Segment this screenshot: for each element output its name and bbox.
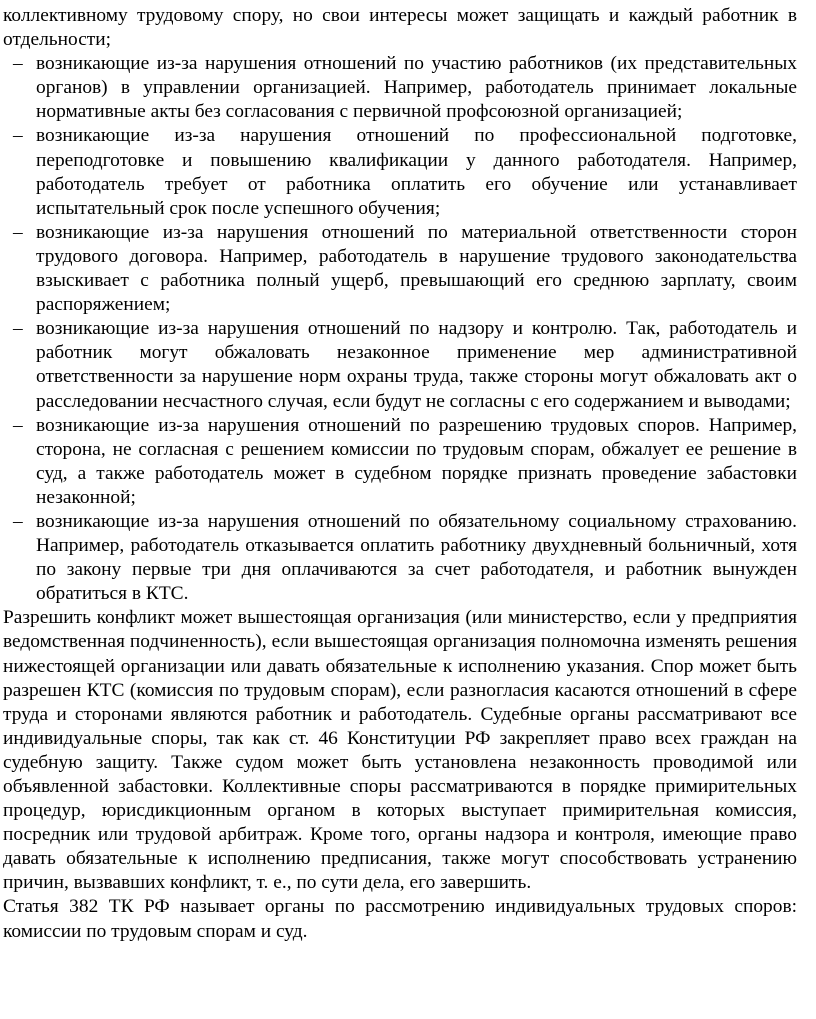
dash-bullet-icon: –	[13, 414, 23, 436]
list-item	[3, 221, 797, 317]
dash-bullet-icon: –	[13, 221, 23, 243]
list-item-text: возникающие из-за нарушения отношений по разрешению трудовых споров. Например, сторона, не согласная с решением комиссии по трудовым спорам, обжалует ее решение в суд, а также работодатель может в судебном порядке признать проведение забастовки незаконной;	[36, 414, 797, 508]
dash-bullet-icon: –	[13, 318, 23, 340]
intro-paragraph: коллективному трудовому спору, но свои интересы может защищать и каждый работник в отдельности;	[3, 5, 797, 51]
list-item	[3, 52, 797, 124]
dash-bullet-icon: –	[13, 53, 23, 75]
list-item-text: возникающие из-за нарушения отношений по материальной ответственности сторон трудового договора. Например, работодатель в нарушение трудового законодательства взыскивает с работника полный ущерб, превышающий его среднюю зарплату, своим распоряжением;	[36, 221, 797, 316]
list-item-text: возникающие из-за нарушения отношений по обязательному социальному страхованию. Например, работодатель отказывается оплатить работнику двухдневный больничный, хотя по закону первые три дня оплачиваются за счет работодателя, и работник вынужден обратиться в КТС.	[36, 510, 797, 605]
list-item-text: возникающие из-за нарушения отношений по профессиональной подготовке, переподготовке и повышению квалификации у данного работодателя. Например, работодатель требует от работника оплатить его обучение или устанавливает испытательный срок после успешного обучения;	[36, 125, 797, 219]
resolution-paragraph: Разрешить конфликт может вышестоящая организация (или министерство, если у предприятия ведомственная подчиненность), если вышестоящая организация полномочна изменять решения нижестоящей организации или давать обязательные к исполнению указания. Спор может быть разрешен КТС (комиссия по трудовым спорам), если разногласия касаются отношений в сфере труда и сторонами являются работник и работодатель. Судебные органы рассматривают все индивидуальные споры, так как ст. 46 Конституции РФ закрепляет право всех граждан на судебную защиту. Также судом может быть установлена незаконность проводимой или объявленной забастовки. Коллективные споры рассматриваются в порядке примирительных процедур, юрисдикционным органом в которых выступает примирительная комиссия, посредник или трудовой арбитраж. Кроме того, органы надзора и контроля, имеющие право давать обязательные к исполнению предписания, также могут способствовать устранению причин, вызвавших конфликт, т. е., по сути дела, его завершить.	[3, 607, 797, 894]
list-item-text: возникающие из-за нарушения отношений по участию работников (их представительных органов) в управлении организацией. Например, работодатель принимает локальные нормативные акты без согласования с первичной профсоюзной организацией;	[36, 53, 797, 123]
article-paragraph: Статья 382 ТК РФ называет органы по рассмотрению индивидуальных трудовых споров: комиссии по трудовым спорам и суд.	[3, 896, 797, 942]
list-item-text: возникающие из-за нарушения отношений по надзору и контролю. Так, работодатель и работник могут обжаловать незаконное применение мер административной ответственности за нарушение норм охраны труда, также стороны могут обжаловать акт о расследовании несчастного случая, если будут не согласны с его содержанием и выводами;	[36, 318, 797, 412]
list-item	[3, 317, 797, 413]
list-item	[3, 124, 797, 220]
dash-bullet-icon: –	[13, 125, 23, 147]
dispute-types-list	[3, 52, 797, 606]
document-page	[3, 4, 797, 944]
dash-bullet-icon: –	[13, 510, 23, 532]
list-item	[3, 510, 797, 606]
list-item	[3, 414, 797, 510]
